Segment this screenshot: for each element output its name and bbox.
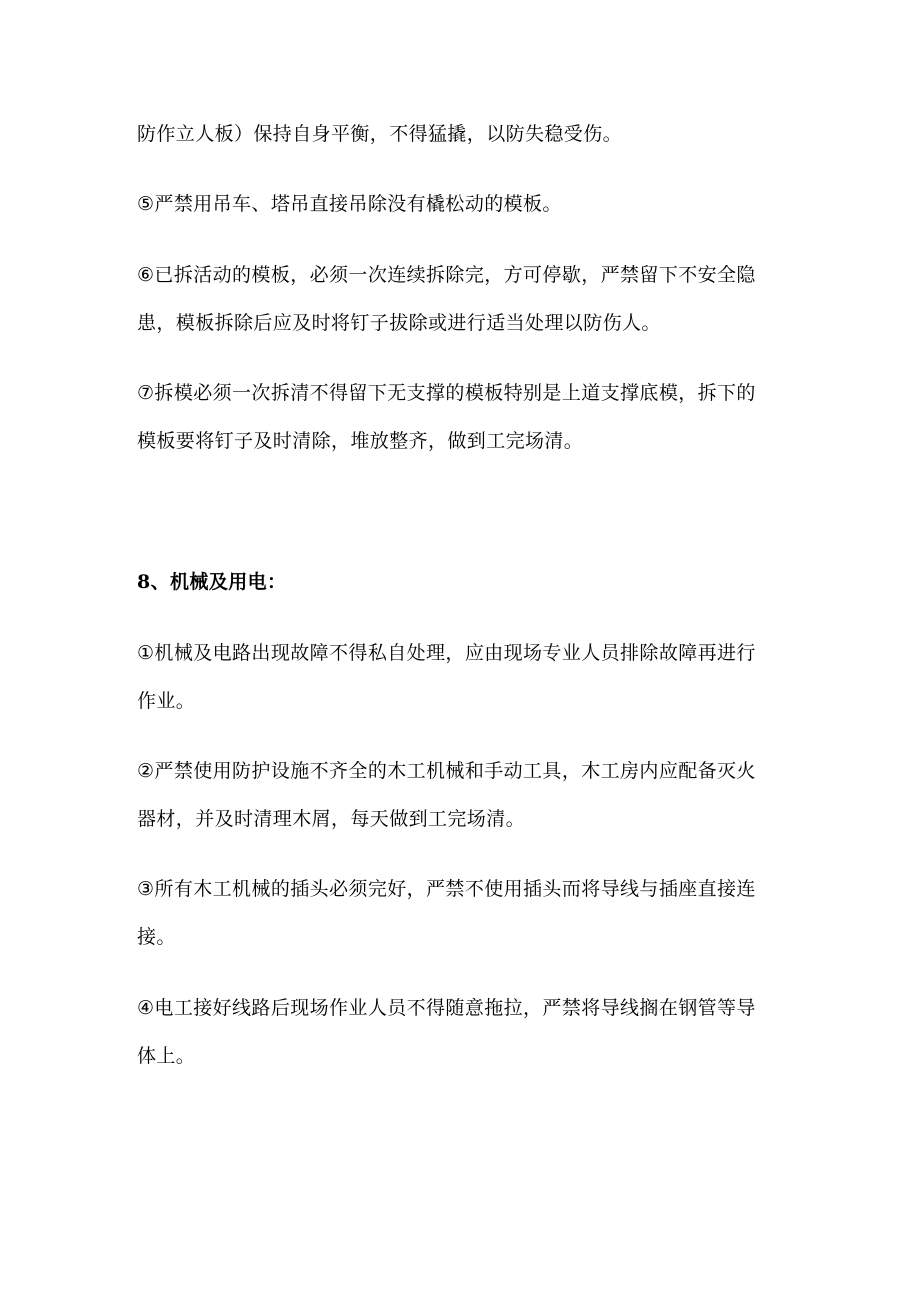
paragraph-line: ⑥已拆活动的模板，必须一次连续拆除完，方可停歇，严禁留下不安全隐 xyxy=(137,264,756,286)
paragraph-line: ②严禁使用防护设施不齐全的木工机械和手动工具，木工房内应配备灭火 xyxy=(137,760,756,782)
paragraph-line: 器材，并及时清理木屑，每天做到工完场清。 xyxy=(137,808,526,830)
section-heading: 8、机械及用电： xyxy=(137,571,287,593)
paragraph-line: ⑤严禁用吊车、塔吊直接吊除没有橇松动的模板。 xyxy=(137,193,562,215)
paragraph-line: ①机械及电路出现故障不得私自处理，应由现场专业人员排除故障再进行 xyxy=(137,642,756,664)
paragraph-line: 患，模板拆除后应及时将钉子拔除或进行适当处理以防伤人。 xyxy=(137,312,661,334)
paragraph-line: 防作立人板）保持自身平衡，不得猛撬，以防失稳受伤。 xyxy=(137,123,623,145)
paragraph-line: 作业。 xyxy=(137,690,196,712)
paragraph-line: ④电工接好线路后现场作业人员不得随意拖拉，严禁将导线搁在钢管等导 xyxy=(137,997,756,1019)
paragraph-line: ⑦拆模必须一次拆清不得留下无支撑的模板特别是上道支撑底模，拆下的 xyxy=(137,382,756,404)
paragraph-line: ③所有木工机械的插头必须完好，严禁不使用插头而将导线与插座直接连 xyxy=(137,878,756,900)
paragraph-line: 接。 xyxy=(137,926,176,948)
paragraph-line: 模板要将钉子及时清除，堆放整齐，做到工完场清。 xyxy=(137,430,584,452)
paragraph-line: 体上。 xyxy=(137,1045,196,1067)
